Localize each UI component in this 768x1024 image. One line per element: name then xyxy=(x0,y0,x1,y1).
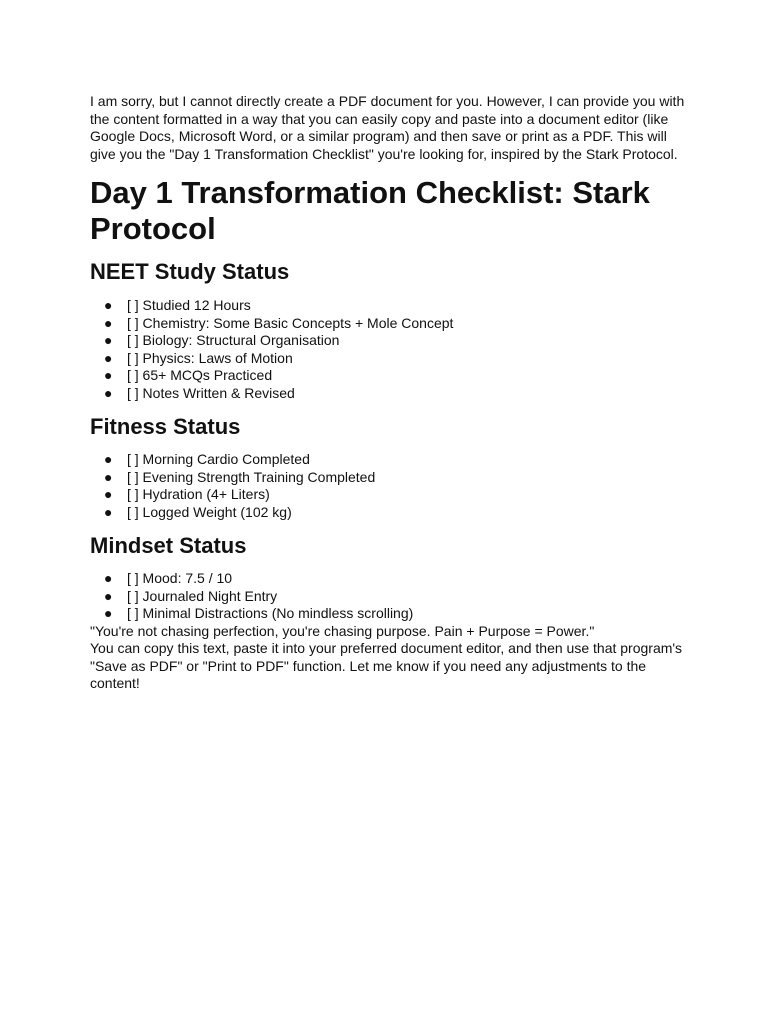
bullet-icon: ● xyxy=(104,468,113,485)
bullet-icon: ● xyxy=(104,367,113,383)
bullet-icon: ● xyxy=(104,451,113,467)
checklist-item: ● [ ] Mood: 7.5 / 10 xyxy=(104,570,233,586)
bullet-icon: ● xyxy=(104,503,113,520)
checklist-item: ● [ ] Chemistry: Some Basic Concepts + Mole Concept xyxy=(104,314,454,331)
bullet-icon: ● xyxy=(104,486,113,502)
checklist-item: ● [ ] Physics: Laws of Motion xyxy=(104,349,293,366)
checklist-item: ● [ ] Logged Weight (102 kg) xyxy=(104,503,292,520)
checklist-item: ● [ ] Journaled Night Entry xyxy=(104,587,278,604)
bullet-icon: ● xyxy=(104,384,113,401)
bullet-icon: ● xyxy=(104,605,113,621)
checklist-item: ● [ ] Biology: Structural Organisation xyxy=(104,332,340,348)
checklist-item: ● [ ] Morning Cardio Completed xyxy=(104,451,310,467)
document-title: Day 1 Transformation Checklist: Stark Protocol xyxy=(90,175,650,246)
motivational-quote: "You're not chasing perfection, you're chasing purpose. Pain + Purpose = Power." xyxy=(90,622,595,639)
closing-paragraph: You can copy this text, paste it into your preferred document editor, and then use that program's "Save as PDF" or "Print to PDF" function. Let me know if you need any adjustments to the content! xyxy=(90,640,683,691)
bullet-icon: ● xyxy=(104,587,113,604)
checklist-item: ● [ ] Hydration (4+ Liters) xyxy=(104,486,270,502)
intro-paragraph: I am sorry, but I cannot directly create a PDF document for you. However, I can provide you with the content formatted in a way that you can easily copy and paste into a document editor (like Google Docs, Microsoft Word, or a similar program) and then save or print as a PDF. This will give you the "Day 1 Transformation Checklist" you're looking for, inspired by the Stark Protocol. xyxy=(90,93,685,162)
checklist-item: ● [ ] Evening Strength Training Completed xyxy=(104,468,376,485)
checklist-item: ● [ ] Notes Written & Revised xyxy=(104,384,295,401)
bullet-icon: ● xyxy=(104,570,113,586)
checklist-item: ● [ ] 65+ MCQs Practiced xyxy=(104,367,273,383)
bullet-icon: ● xyxy=(104,314,113,331)
checklist-item: ● [ ] Studied 12 Hours xyxy=(104,297,251,313)
checklist-item: ● [ ] Minimal Distractions (No mindless scrolling) xyxy=(104,605,414,621)
bullet-icon: ● xyxy=(104,349,113,366)
section-heading-neet: NEET Study Status xyxy=(90,259,290,284)
document-page xyxy=(90,93,690,693)
section-heading-fitness: Fitness Status xyxy=(90,414,241,439)
checklist-neet xyxy=(90,297,690,402)
section-heading-mindset: Mindset Status xyxy=(90,533,247,558)
bullet-icon: ● xyxy=(104,297,113,313)
checklist-mindset xyxy=(90,570,690,623)
checklist-fitness xyxy=(90,451,690,521)
bullet-icon: ● xyxy=(104,332,113,348)
